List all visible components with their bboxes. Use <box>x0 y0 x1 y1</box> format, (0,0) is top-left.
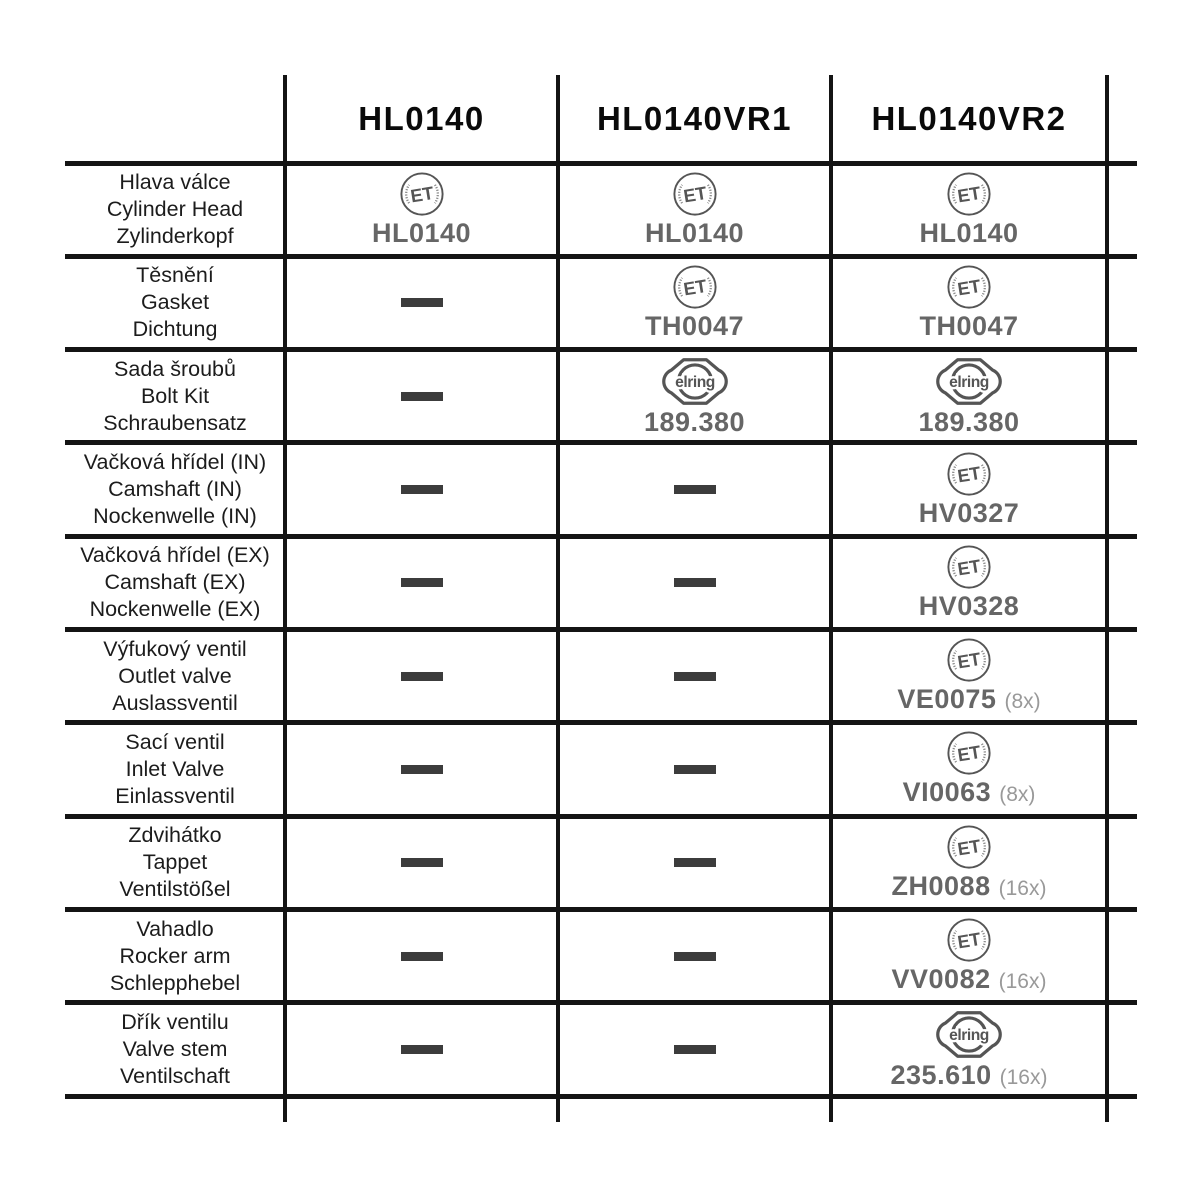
row-label-line: Rocker arm <box>119 943 231 968</box>
dash-cell <box>561 1006 828 1092</box>
micro-text-arc <box>707 278 710 296</box>
dash-cell <box>288 820 555 906</box>
et-logo-icon <box>672 171 718 217</box>
elring-logo-text: elring <box>949 373 989 391</box>
row-label-line: Nockenwelle (EX) <box>89 597 261 622</box>
part-number: 189.380 <box>918 406 1020 437</box>
part-cell <box>561 167 828 253</box>
part-number: 189.380 <box>643 406 746 437</box>
part-number: HV0327 <box>918 497 1020 528</box>
dash-cell <box>561 913 828 999</box>
row-label-cell <box>67 446 283 533</box>
dash-cell <box>561 446 828 532</box>
part-line <box>891 1060 1048 1091</box>
row-label-cell <box>67 166 283 253</box>
dash-cell <box>288 913 555 999</box>
micro-text-arc <box>982 464 985 482</box>
row-label-line: Vahadlo <box>136 916 214 941</box>
row-label-line: Výfukový ventil <box>103 636 247 661</box>
grid-vertical-line <box>829 75 833 1122</box>
dash-icon <box>401 298 443 307</box>
row-label-line: Ventilstößel <box>119 877 231 902</box>
elring-logo-text: elring <box>949 1027 989 1045</box>
part-line <box>919 591 1020 622</box>
dash-icon <box>401 392 443 401</box>
grid-horizontal-line <box>65 627 1137 632</box>
row-label-cell <box>67 726 283 813</box>
row-label-line: Outlet valve <box>118 663 232 688</box>
part-cell <box>834 446 1104 532</box>
elring-logo-text: elring <box>674 373 715 391</box>
micro-text-arc <box>982 651 985 669</box>
part-quantity: (16x) <box>999 1065 1048 1089</box>
et-logo-text: ET <box>408 182 435 207</box>
part-cell <box>834 726 1104 812</box>
column-header-hl0140vr2: HL0140VR2 <box>871 100 1067 137</box>
row-label-cell <box>67 819 283 906</box>
row-label-line: Einlassventil <box>115 783 235 808</box>
row-label-line: Vačková hřídel (EX) <box>80 543 270 568</box>
grid-vertical-line <box>1105 75 1109 1122</box>
micro-text-arc <box>982 558 985 576</box>
part-number: HL0140 <box>371 217 472 248</box>
et-logo-icon <box>946 824 992 870</box>
part-line <box>903 777 1036 808</box>
part-cell <box>288 167 555 253</box>
part-cell <box>561 260 828 346</box>
et-logo-icon <box>946 171 992 217</box>
et-logo-text: ET <box>956 649 983 673</box>
grid-horizontal-line <box>65 161 1137 166</box>
dash-cell <box>561 820 828 906</box>
part-line <box>918 407 1019 438</box>
part-quantity: (16x) <box>998 970 1047 994</box>
part-line <box>372 218 471 249</box>
dash-icon <box>401 578 443 587</box>
et-logo-icon <box>946 544 992 590</box>
part-quantity: (16x) <box>998 876 1047 900</box>
part-cell <box>834 1006 1104 1092</box>
dash-icon <box>674 858 716 867</box>
grid-vertical-line <box>283 75 287 1122</box>
grid-horizontal-line <box>65 814 1137 819</box>
part-cell <box>834 260 1104 346</box>
row-label-line: Dichtung <box>132 317 218 342</box>
row-label-line: Camshaft (EX) <box>104 570 246 595</box>
grid-horizontal-line <box>65 347 1137 352</box>
row-label-line: Zdvihátko <box>128 823 222 848</box>
row-label-line: Vačková hřídel (IN) <box>83 450 267 475</box>
part-cell <box>834 633 1104 719</box>
et-logo-text: ET <box>956 275 983 300</box>
part-cell <box>834 913 1104 999</box>
et-logo-text: ET <box>956 742 983 766</box>
part-line <box>897 684 1040 715</box>
micro-text-arc <box>707 185 710 203</box>
row-label-line: Ventilschaft <box>120 1063 230 1088</box>
column-header-hl0140vr1: HL0140VR1 <box>596 100 793 137</box>
dash-icon <box>401 952 443 961</box>
dash-cell <box>561 726 828 812</box>
et-logo-icon <box>399 171 445 217</box>
dash-icon <box>401 1045 443 1054</box>
dash-icon <box>401 672 443 681</box>
part-line <box>645 311 744 342</box>
dash-cell <box>288 446 555 532</box>
part-number: TH0047 <box>919 310 1019 341</box>
dash-icon <box>674 765 716 774</box>
micro-text-arc <box>982 185 985 203</box>
part-number: VV0082 <box>891 964 991 995</box>
dash-cell <box>288 540 555 626</box>
row-label-line: Cylinder Head <box>106 197 244 222</box>
row-label-line: Valve stem <box>122 1036 228 1061</box>
dash-icon <box>401 858 443 867</box>
dash-icon <box>674 578 716 587</box>
row-label-cell <box>67 1006 283 1093</box>
part-number: ZH0088 <box>891 870 991 901</box>
micro-text-arc <box>982 278 985 296</box>
dash-icon <box>674 672 716 681</box>
part-number: HL0140 <box>644 217 745 248</box>
row-label-line: Schlepphebel <box>109 970 241 995</box>
part-quantity: (8x) <box>999 783 1036 807</box>
row-label-line: Těsnění <box>136 263 214 288</box>
et-logo-text: ET <box>681 182 708 207</box>
grid-horizontal-line <box>65 440 1137 445</box>
elring-logo-icon <box>932 355 1006 408</box>
grid-horizontal-line <box>65 534 1137 539</box>
row-label-line: Auslassventil <box>112 690 238 715</box>
grid-horizontal-line <box>65 1094 1137 1099</box>
row-label-cell <box>67 259 283 346</box>
row-label-line: Bolt Kit <box>140 383 210 408</box>
part-cell <box>561 353 828 439</box>
row-label-line: Dřík ventilu <box>121 1009 229 1034</box>
dash-icon <box>401 485 443 494</box>
row-label-cell <box>67 912 283 999</box>
micro-text-arc <box>982 838 985 856</box>
et-logo-text: ET <box>956 929 983 953</box>
row-label-line: Sací ventil <box>125 729 225 754</box>
et-logo-icon <box>946 451 992 497</box>
grid-horizontal-line <box>65 1000 1137 1005</box>
part-cell <box>834 353 1104 439</box>
et-logo-text: ET <box>681 275 708 300</box>
dash-cell <box>561 540 828 626</box>
row-label-line: Inlet Valve <box>125 756 225 781</box>
dash-icon <box>674 485 716 494</box>
row-label-line: Gasket <box>140 290 210 315</box>
part-number: HL0140 <box>919 217 1019 248</box>
part-number: VI0063 <box>902 777 992 808</box>
row-label-line: Zylinderkopf <box>116 224 234 249</box>
part-number: HV0328 <box>918 590 1020 621</box>
et-logo-text: ET <box>956 462 983 486</box>
row-label-line: Sada šroubů <box>114 356 236 381</box>
micro-text-arc <box>434 185 437 203</box>
grid-horizontal-line <box>65 907 1137 912</box>
part-line <box>892 871 1047 902</box>
part-number: 235.610 <box>890 1059 992 1090</box>
part-cell <box>834 167 1104 253</box>
dash-icon <box>674 1045 716 1054</box>
part-quantity: (8x) <box>1004 690 1041 714</box>
row-label-line: Hlava válce <box>119 170 231 195</box>
part-number: VE0075 <box>897 684 997 715</box>
grid-horizontal-line <box>65 720 1137 725</box>
grid-horizontal-line <box>65 254 1137 259</box>
et-logo-icon <box>946 264 992 310</box>
et-logo-icon <box>946 917 992 963</box>
row-label-line: Tappet <box>142 850 208 875</box>
column-header-hl0140: HL0140 <box>358 100 485 137</box>
row-label-line: Nockenwelle (IN) <box>93 504 257 529</box>
et-logo-text: ET <box>956 555 983 580</box>
dash-cell <box>288 1006 555 1092</box>
dash-cell <box>288 633 555 719</box>
dash-icon <box>674 952 716 961</box>
elring-logo-icon <box>932 1008 1006 1061</box>
dash-icon <box>401 765 443 774</box>
part-line <box>892 964 1047 995</box>
et-logo-icon <box>672 264 718 310</box>
part-cell <box>834 540 1104 626</box>
part-line <box>644 407 745 438</box>
part-line <box>919 311 1018 342</box>
micro-text-arc <box>982 744 985 762</box>
dash-cell <box>288 260 555 346</box>
part-number: TH0047 <box>644 310 745 341</box>
dash-cell <box>561 633 828 719</box>
row-label-cell <box>67 539 283 626</box>
et-logo-icon <box>946 730 992 776</box>
et-logo-icon <box>946 637 992 683</box>
et-logo-text: ET <box>956 835 983 860</box>
micro-text-arc <box>982 931 985 949</box>
row-label-cell <box>67 353 283 440</box>
row-label-line: Schraubensatz <box>103 410 247 435</box>
grid-vertical-line <box>556 75 560 1122</box>
row-label-cell <box>67 633 283 720</box>
dash-cell <box>288 353 555 439</box>
part-line <box>645 218 744 249</box>
elring-logo-icon <box>658 355 732 408</box>
row-label-line: Camshaft (IN) <box>108 477 242 502</box>
dash-cell <box>288 726 555 812</box>
part-line <box>919 498 1020 529</box>
part-line <box>919 218 1018 249</box>
et-logo-text: ET <box>956 182 983 207</box>
part-cell <box>834 820 1104 906</box>
